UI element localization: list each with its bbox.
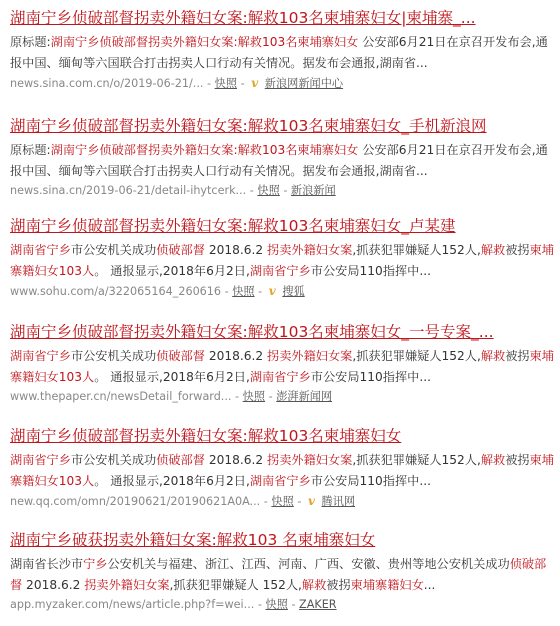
search-result <box>10 530 555 613</box>
source-link[interactable]: 澎湃新闻网 <box>276 390 333 403</box>
result-title-link[interactable]: 湖南宁乡侦破部督拐卖外籍妇女案:解救103名柬埔寨妇女 <box>10 427 402 445</box>
highlighted-keyword: 拐卖外籍妇女案 <box>267 243 353 257</box>
result-url: new.qq.com/omn/20190621/20190621A0A... <box>10 495 261 508</box>
highlighted-keyword: 湖南省宁乡 <box>10 349 71 363</box>
highlighted-keyword: 柬埔寨籍妇女103人 <box>10 349 554 384</box>
result-abstract <box>10 140 555 182</box>
separator: - <box>268 390 277 403</box>
snapshot-link[interactable]: 快照 <box>257 184 280 197</box>
result-url: www.thepaper.cn/newsDetail_forward... <box>10 390 232 403</box>
result-abstract <box>10 240 555 282</box>
highlighted-keyword: 湖南省宁乡 <box>10 243 71 257</box>
abstract-text: 市公安局110指挥中... <box>310 264 431 278</box>
abstract-text: 市公安机关成功 <box>70 243 157 257</box>
verified-v-icon: v <box>307 494 315 508</box>
abstract-text: 2018.6.2 <box>22 578 85 592</box>
highlighted-keyword: 侦破部督 <box>156 243 205 257</box>
result-meta <box>10 597 555 613</box>
abstract-text: 公安部6月21日在京召开发布会,通报中国、缅甸等六国联合打击拐卖人口行动有关情况。据发布会通报,湖南省... <box>10 143 548 178</box>
abstract-text: ,抓获犯罪嫌疑人152人, <box>352 243 481 257</box>
source-link[interactable]: 腾讯网 <box>321 495 356 508</box>
highlighted-keyword: 湖南省宁乡 <box>249 474 311 488</box>
highlighted-keyword: 柬埔寨籍妇女103人 <box>10 453 554 488</box>
highlighted-keyword: 解救 <box>480 453 506 467</box>
abstract-text: 市公安机关成功 <box>70 349 157 363</box>
abstract-text: 2018.6.2 <box>205 349 268 363</box>
result-meta <box>10 389 555 405</box>
highlighted-keyword: 湖南省宁乡 <box>10 453 71 467</box>
separator: - <box>249 184 258 197</box>
abstract-text: ,抓获犯罪嫌疑人 152人, <box>169 578 302 592</box>
highlighted-keyword: 侦破部督 <box>156 349 205 363</box>
snapshot-link[interactable]: 快照 <box>232 285 255 298</box>
abstract-text: 原标题: <box>10 143 51 157</box>
separator: - <box>235 390 243 403</box>
snapshot-link[interactable]: 快照 <box>214 77 238 90</box>
abstract-text: 市公安局110指挥中... <box>310 370 431 384</box>
highlighted-keyword: 侦破部督 <box>10 557 547 592</box>
highlighted-keyword: 解救 <box>301 578 327 592</box>
result-title-link[interactable]: 湖南宁乡破获拐卖外籍妇女案:解救103 名柬埔寨妇女 <box>10 531 376 549</box>
source-link[interactable]: ZAKER <box>299 598 337 611</box>
result-meta <box>10 493 555 510</box>
result-title-link[interactable]: 湖南宁乡侦破部督拐卖外籍妇女案:解救103名柬埔寨妇女_一号专案_... <box>10 323 494 341</box>
separator: - <box>283 184 291 197</box>
highlighted-keyword: 湖南省宁乡 <box>249 264 311 278</box>
highlighted-keyword: 湖南省宁乡 <box>249 370 311 384</box>
separator: - <box>258 285 266 298</box>
abstract-text: 。 通报显示,2018年6月2日, <box>94 264 250 278</box>
highlighted-keyword: 柬埔寨籍妇女 <box>350 578 424 592</box>
separator: - <box>297 495 305 508</box>
result-title-link[interactable]: 湖南宁乡侦破部督拐卖外籍妇女案:解救103名柬埔寨妇女_卢某建 <box>10 217 456 235</box>
result-abstract <box>10 32 555 74</box>
separator: - <box>240 77 249 90</box>
result-url: app.myzaker.com/news/article.php?f=wei... <box>10 598 255 611</box>
highlighted-keyword: 拐卖外籍妇女案 <box>267 453 353 467</box>
search-result <box>10 116 555 199</box>
result-abstract <box>10 450 555 492</box>
abstract-text: 2018.6.2 <box>205 243 268 257</box>
search-result <box>10 426 555 510</box>
result-title-link[interactable]: 湖南宁乡侦破部督拐卖外籍妇女案:解救103名柬埔寨妇女_手机新浪网 <box>10 117 487 135</box>
abstract-text: 被拐 <box>326 578 351 592</box>
abstract-text: ,抓获犯罪嫌疑人152人, <box>352 349 481 363</box>
abstract-text: 2018.6.2 <box>205 453 268 467</box>
result-title-link[interactable]: 湖南宁乡侦破部督拐卖外籍妇女案:解救103名柬埔寨妇女|柬埔寨_... <box>10 9 476 27</box>
highlighted-keyword: 拐卖外籍妇女案 <box>84 578 170 592</box>
separator: - <box>257 598 266 611</box>
highlighted-keyword: 解救 <box>480 243 506 257</box>
abstract-text: 公安部6月21日在京召开发布会,通报中国、缅甸等六国联合打击拐卖人口行动有关情况。据发布会通报,湖南省... <box>10 35 548 70</box>
result-meta <box>10 75 555 92</box>
result-abstract <box>10 554 555 596</box>
separator: - <box>207 77 215 90</box>
abstract-text: ... <box>423 578 436 592</box>
search-result <box>10 8 555 92</box>
verified-v-icon: v <box>251 76 259 90</box>
abstract-text: 被拐 <box>505 243 530 257</box>
highlighted-keyword: 侦破部督 <box>156 453 205 467</box>
highlighted-keyword: 湖南宁乡侦破部督拐卖外籍妇女案:解救103名柬埔寨妇女 <box>50 35 359 49</box>
source-link[interactable]: 新浪网新闻中心 <box>264 77 344 90</box>
separator: - <box>263 495 272 508</box>
abstract-text: 。 通报显示,2018年6月2日, <box>94 370 250 384</box>
snapshot-link[interactable]: 快照 <box>265 598 288 611</box>
result-meta <box>10 183 555 199</box>
snapshot-link[interactable]: 快照 <box>271 495 294 508</box>
highlighted-keyword: 柬埔寨籍妇女103人 <box>10 243 554 278</box>
result-meta <box>10 283 555 300</box>
abstract-text: 湖南省长沙市 <box>10 557 84 571</box>
highlighted-keyword: 湖南宁乡侦破部督拐卖外籍妇女案:解救103名柬埔寨妇女 <box>50 143 359 157</box>
search-result <box>10 216 555 300</box>
result-abstract <box>10 346 555 388</box>
result-url: www.sohu.com/a/322065164_260616 <box>10 285 222 298</box>
highlighted-keyword: 拐卖外籍妇女案 <box>267 349 353 363</box>
separator: - <box>224 285 233 298</box>
result-url: news.sina.com.cn/o/2019-06-21/... <box>10 77 204 90</box>
result-url: news.sina.cn/2019-06-21/detail-ihytcerk... <box>10 184 247 197</box>
abstract-text: 公安机关与福建、浙江、江西、河南、广西、安徽、贵州等地公安机关成功 <box>107 557 510 571</box>
abstract-text: 市公安局110指挥中... <box>310 474 431 488</box>
abstract-text: 原标题: <box>10 35 51 49</box>
highlighted-keyword: 解救 <box>480 349 506 363</box>
abstract-text: 被拐 <box>505 349 530 363</box>
search-result <box>10 322 555 405</box>
snapshot-link[interactable]: 快照 <box>242 390 266 403</box>
verified-v-icon: v <box>268 284 276 298</box>
highlighted-keyword: 宁乡 <box>83 557 108 571</box>
source-link[interactable]: 新浪新闻 <box>290 184 336 197</box>
abstract-text: 。 通报显示,2018年6月2日, <box>94 474 250 488</box>
abstract-text: 市公安机关成功 <box>70 453 157 467</box>
abstract-text: 被拐 <box>505 453 530 467</box>
abstract-text: ,抓获犯罪嫌疑人152人, <box>352 453 481 467</box>
separator: - <box>291 598 300 611</box>
source-link[interactable]: 搜狐 <box>282 285 305 298</box>
